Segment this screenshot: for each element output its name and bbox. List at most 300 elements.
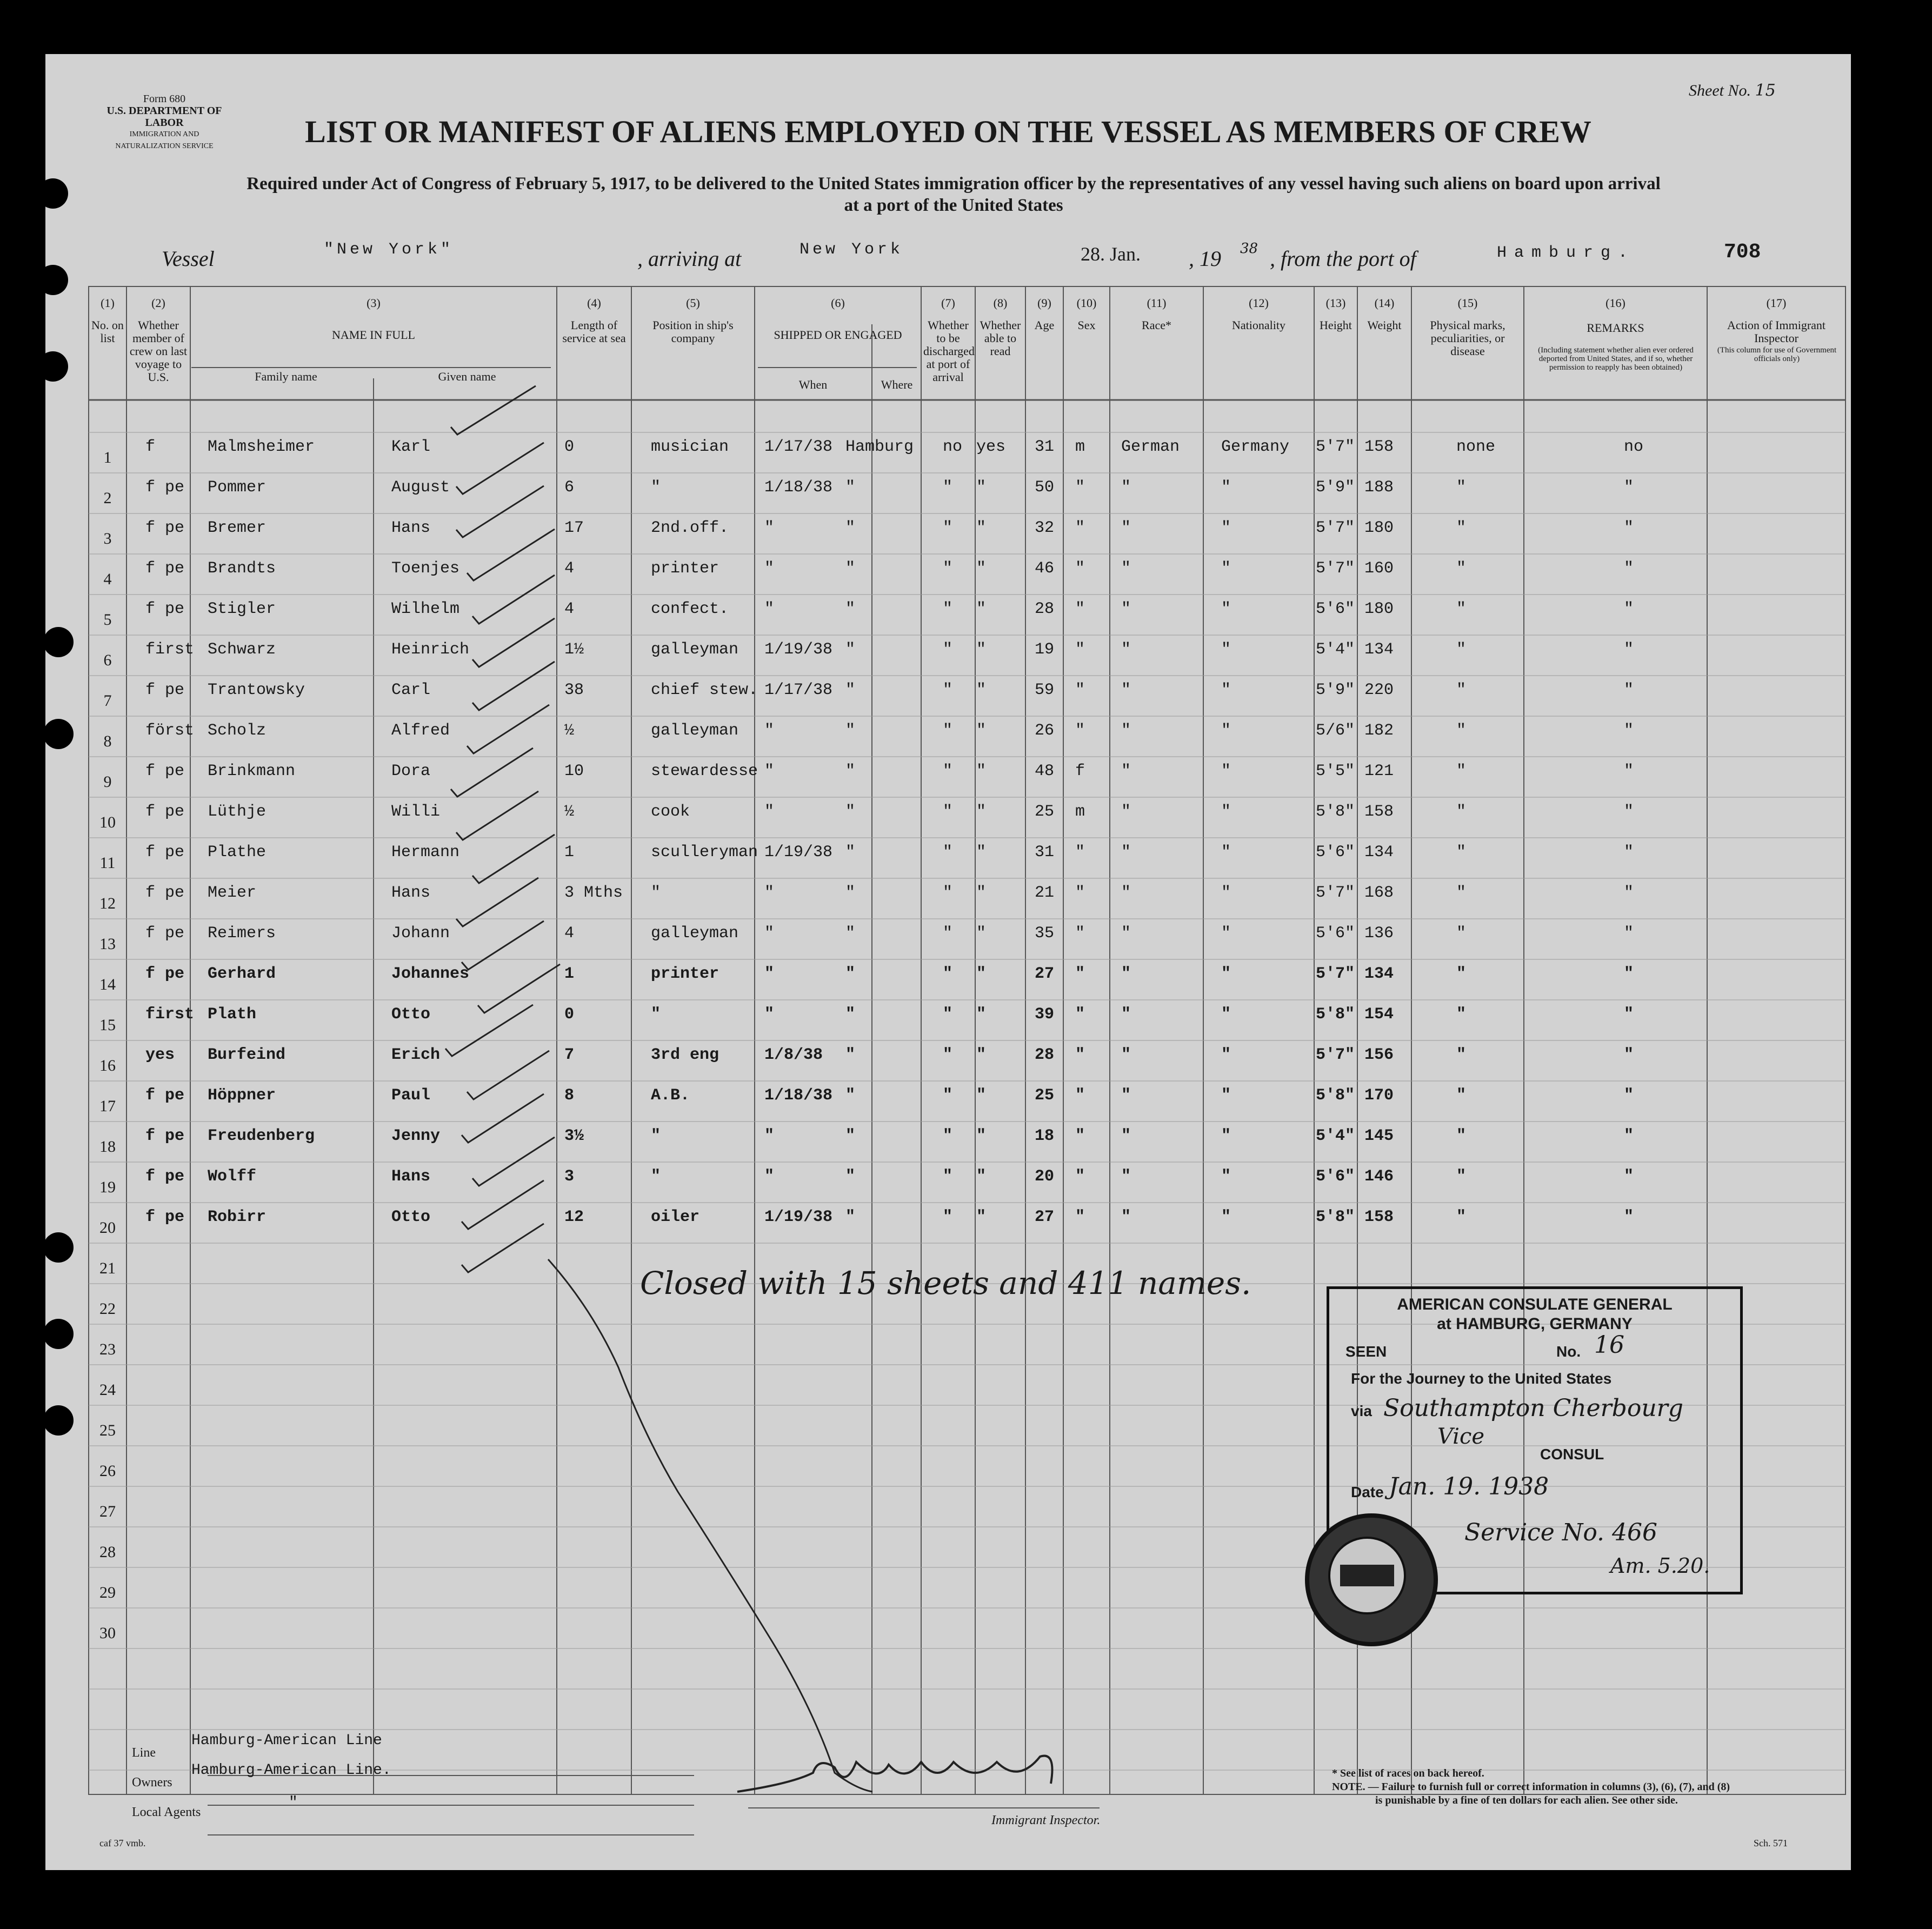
cell-given: Carl — [391, 681, 431, 699]
binder-hole — [43, 1232, 74, 1263]
cell-discharged: no — [943, 438, 963, 456]
cell-family: Plathe — [208, 843, 267, 862]
cell-marks: " — [1456, 803, 1467, 821]
cell-read: " — [976, 681, 987, 699]
cell-position: chief stew. — [651, 681, 758, 699]
cell-position: " — [651, 1127, 661, 1145]
cell-member: f pe — [145, 600, 185, 618]
cell-given: Erich — [391, 1046, 441, 1064]
cell-family: Malmsheimer — [208, 438, 315, 456]
cell-weight: 136 — [1364, 924, 1394, 943]
cell-remarks: no — [1624, 438, 1644, 456]
column-header: Position in ship's company — [652, 318, 734, 345]
cell-read: " — [976, 803, 987, 821]
cell-sex: " — [1075, 1086, 1085, 1105]
column-number: (10) — [1076, 296, 1097, 310]
cell-read: " — [976, 519, 987, 537]
cell-age: 46 — [1035, 559, 1055, 578]
cell-service: 38 — [564, 681, 584, 699]
cell-race: " — [1121, 924, 1131, 943]
cell-given: Johannes — [391, 965, 470, 983]
cell-member: f pe — [145, 478, 185, 497]
cell-height: 5'5" — [1316, 762, 1355, 780]
cell-service: 17 — [564, 519, 584, 537]
cell-sex: " — [1075, 640, 1085, 659]
cell-race: " — [1121, 762, 1131, 780]
cell-weight: 145 — [1364, 1127, 1394, 1145]
subtitle-line1: Required under Act of Congress of February 5, 1917, to be delivered to the United States immigration officer by the representatives of any vessel having such aliens on board upon arrival — [247, 174, 1661, 193]
cell-read: " — [976, 1208, 987, 1226]
cell-position: cook — [651, 803, 690, 821]
row-number: 17 — [99, 1097, 116, 1115]
column-header: REMARKS — [1587, 321, 1644, 335]
cell-marks: none — [1456, 438, 1496, 456]
cell-service: 1 — [564, 843, 575, 862]
cell-nationality: " — [1221, 1086, 1231, 1105]
cell-marks: " — [1456, 924, 1467, 943]
cell-position: " — [651, 1005, 661, 1024]
cell-age: 20 — [1035, 1167, 1055, 1186]
row-number: 6 — [103, 651, 112, 669]
cell-where: " — [845, 681, 856, 699]
cell-where: " — [845, 1127, 856, 1145]
cell-weight: 158 — [1364, 438, 1394, 456]
cell-service: 3 — [564, 1167, 575, 1186]
inspector-label: Immigrant Inspector. — [991, 1813, 1101, 1827]
cell-service: 0 — [564, 438, 575, 456]
cell-position: galleyman — [651, 640, 739, 659]
cell-service: 0 — [564, 1005, 575, 1024]
cell-when: " — [764, 803, 775, 821]
subhead-when: When — [798, 378, 828, 391]
cell-when: " — [764, 762, 775, 780]
cell-age: 25 — [1035, 803, 1055, 821]
cell-marks: " — [1456, 559, 1467, 578]
cell-where: " — [845, 1086, 856, 1105]
cell-when: 1/17/38 — [764, 438, 833, 456]
stamp-line1: AMERICAN CONSULATE GENERAL — [1397, 1296, 1673, 1313]
cell-when: " — [764, 924, 775, 943]
cell-weight: 134 — [1364, 965, 1394, 983]
cell-sex: " — [1075, 681, 1085, 699]
cell-given: Paul — [391, 1086, 431, 1105]
binder-hole — [43, 719, 74, 749]
row-number: 16 — [99, 1057, 116, 1074]
cell-marks: " — [1456, 519, 1467, 537]
check-marks — [445, 386, 560, 1272]
cell-race: " — [1121, 1086, 1131, 1105]
cell-member: f pe — [145, 681, 185, 699]
cell-weight: 180 — [1364, 519, 1394, 537]
cell-sex: m — [1075, 803, 1085, 821]
binder-hole — [38, 265, 68, 295]
cell-read: " — [976, 762, 987, 780]
cell-remarks: " — [1624, 1208, 1634, 1226]
cell-discharged: " — [943, 1167, 953, 1186]
column-header: Physical marks, peculiarities, or disease — [1430, 318, 1505, 358]
cell-service: 3½ — [564, 1127, 584, 1145]
page-title: LIST OR MANIFEST OF ALIENS EMPLOYED ON THE VESSEL AS MEMBERS OF CREW — [305, 114, 1591, 149]
cell-given: Toenjes — [391, 559, 460, 578]
cell-when: " — [764, 1005, 775, 1024]
cell-marks: " — [1456, 1086, 1467, 1105]
cell-marks: " — [1456, 965, 1467, 983]
cell-given: Alfred — [391, 722, 450, 740]
cell-service: 6 — [564, 478, 575, 497]
column-header: No. on list — [91, 318, 124, 345]
year-value: 38 — [1240, 241, 1258, 257]
cell-weight: 158 — [1364, 803, 1394, 821]
sch-number: Sch. 571 — [1754, 1838, 1788, 1848]
column-number: (16) — [1605, 296, 1625, 310]
cell-nationality: Germany — [1221, 438, 1290, 456]
subtitle-line2: at a port of the United States — [844, 196, 1063, 215]
row-number: 24 — [99, 1381, 116, 1399]
cell-sex: " — [1075, 843, 1085, 862]
cell-discharged: " — [943, 965, 953, 983]
cell-member: f pe — [145, 1086, 185, 1105]
cell-age: 59 — [1035, 681, 1055, 699]
cell-sex: " — [1075, 600, 1085, 618]
cell-member: f — [145, 438, 156, 456]
sheet-number-value: 15 — [1755, 81, 1776, 100]
cell-member: f pe — [145, 1127, 185, 1145]
cell-marks: " — [1456, 762, 1467, 780]
cell-read: " — [976, 559, 987, 578]
cell-remarks: " — [1624, 640, 1634, 659]
cell-read: " — [976, 600, 987, 618]
column-number: (8) — [993, 296, 1008, 310]
column-number: (9) — [1037, 296, 1051, 310]
row-number: 3 — [103, 530, 112, 548]
stamp-vice: Vice — [1437, 1424, 1485, 1449]
cell-given: Heinrich — [391, 640, 470, 659]
cell-nationality: " — [1221, 1046, 1231, 1064]
subhead-given-name: Given name — [438, 370, 496, 383]
cell-service: ½ — [564, 803, 575, 821]
cell-weight: 170 — [1364, 1086, 1394, 1105]
cell-weight: 134 — [1364, 843, 1394, 862]
cell-member: f pe — [145, 559, 185, 578]
cell-member: f pe — [145, 519, 185, 537]
subhead-where: Where — [881, 378, 913, 391]
column-header: Sex — [1077, 318, 1096, 332]
vessel-name: "New York" — [324, 241, 454, 259]
cell-when: " — [764, 559, 775, 578]
cell-marks: " — [1456, 1208, 1467, 1226]
cell-nationality: " — [1221, 803, 1231, 821]
stamp-fee: Am. 5.20. — [1610, 1554, 1710, 1578]
cell-family: Brandts — [208, 559, 276, 578]
cell-when: 1/19/38 — [764, 1208, 833, 1226]
cell-given: Karl — [391, 438, 431, 456]
row-number: 8 — [103, 732, 112, 750]
column-number: (2) — [151, 296, 165, 310]
column-header: Action of Immigrant Inspector — [1727, 318, 1826, 345]
stamp-seen: SEEN — [1345, 1343, 1387, 1360]
cell-family: Trantowsky — [208, 681, 305, 699]
cell-race: " — [1121, 965, 1131, 983]
cell-service: 1 — [564, 965, 575, 983]
cell-member: f pe — [145, 924, 185, 943]
cell-service: 8 — [564, 1086, 575, 1105]
stamp-via-label: via — [1351, 1403, 1372, 1419]
cell-member: first — [145, 640, 195, 659]
cell-discharged: " — [943, 1005, 953, 1024]
row-number: 20 — [99, 1219, 116, 1237]
cell-age: 18 — [1035, 1127, 1055, 1145]
column-number: (13) — [1325, 296, 1346, 310]
cell-nationality: " — [1221, 559, 1231, 578]
cell-height: 5'9" — [1316, 478, 1355, 497]
cell-member: f pe — [145, 965, 185, 983]
cell-where: " — [845, 1208, 856, 1226]
cell-member: f pe — [145, 1167, 185, 1186]
from-label: , from the port of — [1270, 246, 1416, 271]
row-number: 9 — [103, 773, 112, 791]
cell-nationality: " — [1221, 519, 1231, 537]
cell-discharged: " — [943, 600, 953, 618]
cell-where: " — [845, 722, 856, 740]
cell-height: 5'7" — [1316, 965, 1355, 983]
cell-height: 5'6" — [1316, 1167, 1355, 1186]
cell-race: " — [1121, 843, 1131, 862]
cell-nationality: " — [1221, 640, 1231, 659]
cell-family: Scholz — [208, 722, 267, 740]
cell-remarks: " — [1624, 722, 1634, 740]
cell-weight: 188 — [1364, 478, 1394, 497]
cell-weight: 156 — [1364, 1046, 1394, 1064]
cell-weight: 158 — [1364, 1208, 1394, 1226]
cell-member: f pe — [145, 1208, 185, 1226]
cell-nationality: " — [1221, 681, 1231, 699]
row-number: 2 — [103, 489, 112, 507]
cell-family: Stigler — [208, 600, 276, 618]
cell-given: Hermann — [391, 843, 460, 862]
row-number: 30 — [99, 1624, 116, 1642]
cell-race: German — [1121, 438, 1180, 456]
cell-remarks: " — [1624, 1127, 1634, 1145]
cell-race: " — [1121, 803, 1131, 821]
row-number: 10 — [99, 813, 116, 831]
cell-discharged: " — [943, 640, 953, 659]
binder-hole — [38, 351, 68, 382]
cell-marks: " — [1456, 1005, 1467, 1024]
cell-remarks: " — [1624, 681, 1634, 699]
cell-weight: 134 — [1364, 640, 1394, 659]
cell-height: 5'8" — [1316, 1086, 1355, 1105]
cell-where: " — [845, 803, 856, 821]
cell-sex: " — [1075, 722, 1085, 740]
cell-when: " — [764, 519, 775, 537]
cell-race: " — [1121, 1046, 1131, 1064]
column-number: (6) — [831, 296, 845, 310]
cell-when: " — [764, 600, 775, 618]
cell-when: 1/17/38 — [764, 681, 833, 699]
cell-weight: 154 — [1364, 1005, 1394, 1024]
row-number: 22 — [99, 1300, 116, 1318]
year-label: , 19 — [1189, 246, 1221, 271]
cell-position: sculleryman — [651, 843, 758, 862]
cell-sex: " — [1075, 1167, 1085, 1186]
cell-service: 4 — [564, 559, 575, 578]
cell-family: Höppner — [208, 1086, 276, 1105]
cell-race: " — [1121, 519, 1131, 537]
column-number: (14) — [1374, 296, 1395, 310]
column-number: (5) — [686, 296, 700, 310]
row-number: 1 — [103, 449, 112, 466]
footer-owners-label: Owners — [132, 1776, 172, 1790]
action-note: (This column for use of Government officials only) — [1717, 346, 1837, 363]
cell-given: Hans — [391, 1167, 431, 1186]
cell-height: 5'4" — [1316, 640, 1355, 659]
stamp-date-label: Date — [1351, 1484, 1384, 1500]
cell-position: stewardesse — [651, 762, 758, 780]
cell-remarks: " — [1624, 924, 1634, 943]
column-number: (15) — [1457, 296, 1478, 310]
row-number: 29 — [99, 1584, 116, 1601]
column-header: Weight — [1367, 318, 1402, 332]
cell-nationality: " — [1221, 884, 1231, 902]
binder-hole — [43, 1319, 74, 1349]
cell-position: 3rd eng — [651, 1046, 719, 1064]
cell-read: " — [976, 1005, 987, 1024]
cell-remarks: " — [1624, 519, 1634, 537]
cell-given: Wilhelm — [391, 600, 460, 618]
column-header: Length of service at sea — [562, 318, 626, 345]
cell-when: " — [764, 722, 775, 740]
cell-race: " — [1121, 600, 1131, 618]
stamp-service-value: Service No. 466 — [1464, 1519, 1657, 1546]
cell-given: Dora — [391, 762, 431, 780]
cell-weight: 146 — [1364, 1167, 1394, 1186]
cell-where: " — [845, 640, 856, 659]
cell-family: Burfeind — [208, 1046, 286, 1064]
vessel-line — [162, 241, 1837, 273]
cell-family: Plath — [208, 1005, 257, 1024]
cell-nationality: " — [1221, 600, 1231, 618]
cell-family: Reimers — [208, 924, 276, 943]
cell-marks: " — [1456, 478, 1467, 497]
cell-given: Johann — [391, 924, 450, 943]
closing-note: Closed with 15 sheets and 411 names. — [640, 1265, 1251, 1301]
cell-position: galleyman — [651, 924, 739, 943]
cell-when: " — [764, 884, 775, 902]
cell-member: f pe — [145, 762, 185, 780]
cell-member: yes — [145, 1046, 175, 1064]
stamp-no-value: 16 — [1594, 1331, 1624, 1359]
cell-when: 1/19/38 — [764, 640, 833, 659]
cell-sex: " — [1075, 965, 1085, 983]
cell-weight: 180 — [1364, 600, 1394, 618]
cell-discharged: " — [943, 884, 953, 902]
cell-when: 1/18/38 — [764, 1086, 833, 1105]
row-number: 13 — [99, 935, 116, 953]
cell-service: 3 Mths — [564, 884, 623, 902]
cell-age: 28 — [1035, 1046, 1055, 1064]
cell-where: Hamburg — [845, 438, 914, 456]
footer-note3: is punishable by a fine of ten dollars for each alien. See other side. — [1375, 1794, 1678, 1806]
column-number: (17) — [1766, 296, 1787, 310]
cell-weight: 160 — [1364, 559, 1394, 578]
cell-discharged: " — [943, 519, 953, 537]
binder-hole — [43, 627, 74, 657]
stamp-no-label: No. — [1556, 1343, 1581, 1360]
stamp-date-value: Jan. 19. 1938 — [1389, 1473, 1549, 1500]
cell-nationality: " — [1221, 965, 1231, 983]
cell-read: " — [976, 965, 987, 983]
cell-discharged: " — [943, 843, 953, 862]
printer-mark: caf 37 vmb. — [99, 1838, 146, 1848]
row-number: 15 — [99, 1016, 116, 1034]
cell-read: " — [976, 722, 987, 740]
cell-read: yes — [976, 438, 1006, 456]
cell-nationality: " — [1221, 1005, 1231, 1024]
cell-sex: " — [1075, 1127, 1085, 1145]
cell-given: Otto — [391, 1005, 431, 1024]
cell-remarks: " — [1624, 803, 1634, 821]
cell-read: " — [976, 1127, 987, 1145]
row-number: 26 — [99, 1462, 116, 1480]
cell-read: " — [976, 1086, 987, 1105]
cell-height: 5'8" — [1316, 1005, 1355, 1024]
cell-when: " — [764, 965, 775, 983]
cell-discharged: " — [943, 1046, 953, 1064]
cell-age: 31 — [1035, 438, 1055, 456]
cell-when: 1/8/38 — [764, 1046, 823, 1064]
cell-age: 25 — [1035, 1086, 1055, 1105]
cell-family: Pommer — [208, 478, 267, 497]
cell-sex: " — [1075, 478, 1085, 497]
cell-position: " — [651, 1167, 661, 1186]
row-number: 5 — [103, 611, 112, 629]
cell-read: " — [976, 478, 987, 497]
row-number: 28 — [99, 1543, 116, 1561]
cell-discharged: " — [943, 722, 953, 740]
fee-seal — [1305, 1513, 1438, 1646]
column-number: (11) — [1147, 296, 1167, 310]
cell-given: Hans — [391, 884, 431, 902]
cell-read: " — [976, 843, 987, 862]
row-number: 18 — [99, 1138, 116, 1156]
cell-weight: 121 — [1364, 762, 1394, 780]
cell-service: 7 — [564, 1046, 575, 1064]
cell-position: musician — [651, 438, 729, 456]
cell-service: 4 — [564, 924, 575, 943]
column-header: Nationality — [1232, 318, 1285, 332]
cell-age: 48 — [1035, 762, 1055, 780]
cell-where: " — [845, 762, 856, 780]
department: U.S. DEPARTMENT OF LABOR — [106, 105, 222, 129]
footer-owners-value: Hamburg-American Line. — [191, 1762, 391, 1779]
footer-agents-value: " — [289, 1794, 298, 1811]
form-number: Form 680 — [143, 93, 186, 105]
cell-discharged: " — [943, 762, 953, 780]
cell-remarks: " — [1624, 1005, 1634, 1024]
cell-position: printer — [651, 559, 719, 578]
cell-discharged: " — [943, 1127, 953, 1145]
column-number: (7) — [941, 296, 955, 310]
closing-line — [548, 1259, 872, 1792]
cell-given: Hans — [391, 519, 431, 537]
cell-where: " — [845, 478, 856, 497]
cell-height: 5'6" — [1316, 924, 1355, 943]
cell-family: Bremer — [208, 519, 267, 537]
column-header: Race* — [1142, 318, 1171, 332]
cell-service: ½ — [564, 722, 575, 740]
cell-service: 10 — [564, 762, 584, 780]
cell-weight: 220 — [1364, 681, 1394, 699]
